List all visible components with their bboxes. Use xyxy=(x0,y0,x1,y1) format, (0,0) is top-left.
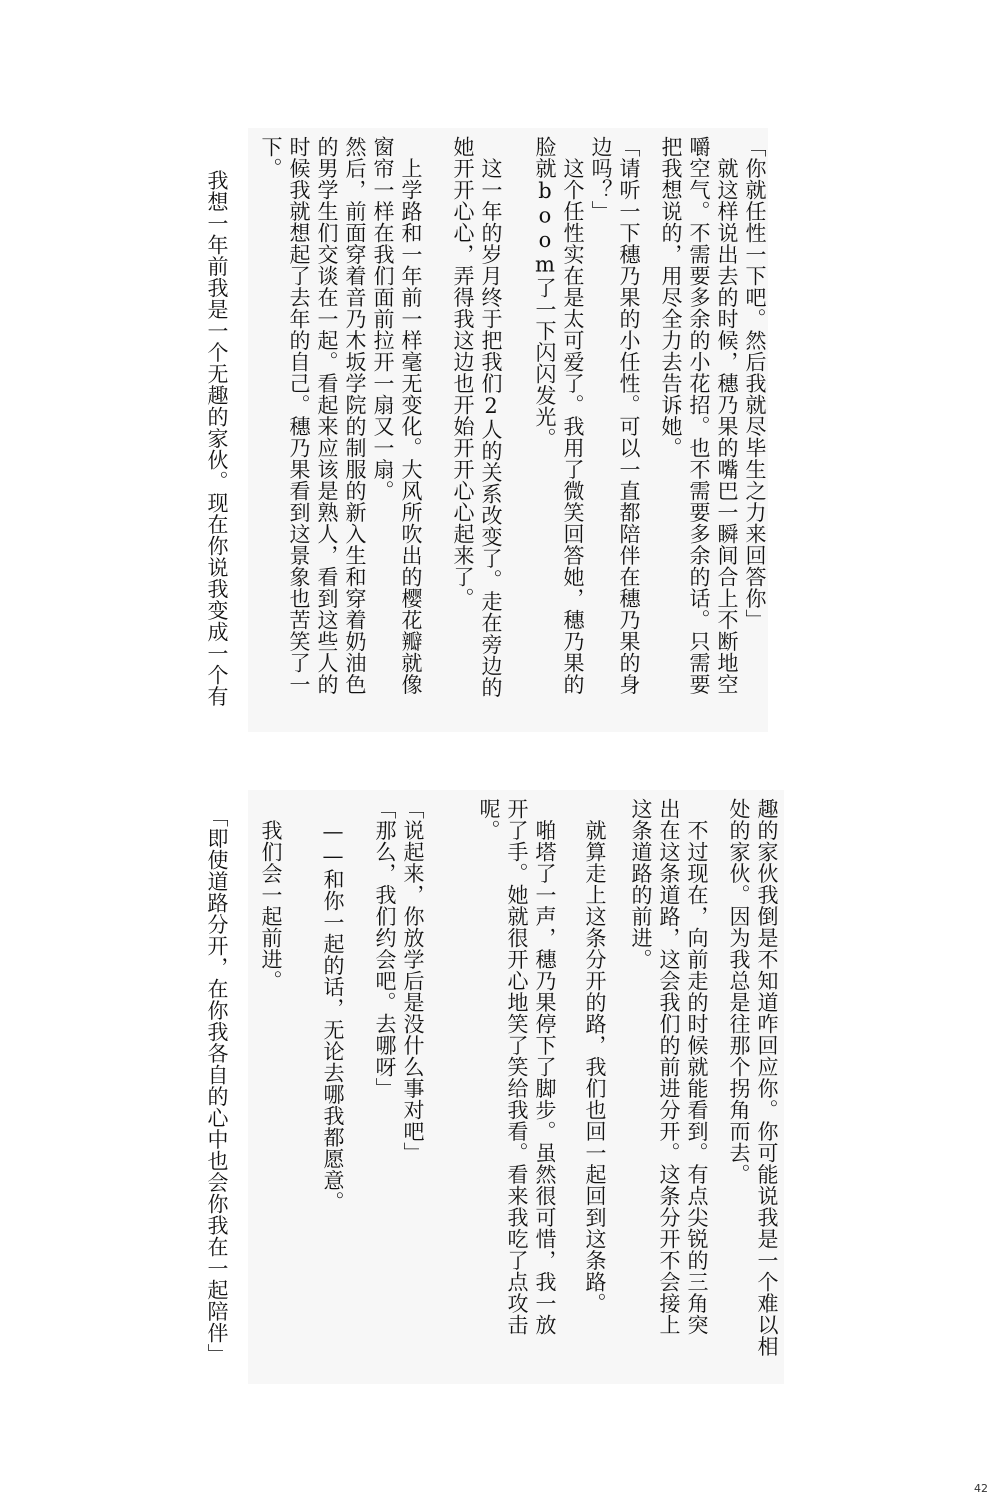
text-column: 「即使道路分开，在你我各自的心中也会你我在一起陪伴」 xyxy=(205,806,229,1365)
text-column: 趣的家伙我倒是不知道咋回应你。你可能说我是一个难以相 xyxy=(755,798,779,1357)
top-text-block xyxy=(248,128,768,732)
text-column: 的男学生们交谈在一起。看起来应该是熟人，看到这些人的 xyxy=(315,136,339,695)
text-column: 边吗？」 xyxy=(589,136,613,222)
page-number: 42 xyxy=(974,1482,988,1495)
text-column: 她开开心心，弄得我这边也开始开开心心起来了。 xyxy=(451,136,475,609)
text-column: 这一年的岁月终于把我们2人的关系改变了。走在旁边的 xyxy=(479,136,503,698)
text-column: 这条道路的前进。 xyxy=(629,798,653,970)
text-column: 嚼空气。不需要多余的小花招。也不需要多余的话。只需要 xyxy=(687,136,711,695)
text-column: 出在这条道路，这会我们的前进分开。这条分开不会接上 xyxy=(657,798,681,1336)
text-column: 时候我就想起了去年的自己。穗乃果看到这景象也苦笑了一 xyxy=(287,136,311,695)
text-column: 「你就任性一下吧。然后我就尽毕生之力来回答你」 xyxy=(743,136,767,631)
text-column: 脸就boom了一下闪闪发光。 xyxy=(533,136,557,449)
text-column: 把我想说的，用尽全力去告诉她。 xyxy=(659,136,683,459)
text-column: 处的家伙。因为我总是往那个拐角而去。 xyxy=(727,798,751,1185)
text-column: 就算走上这条分开的路，我们也回一起回到这条路。 xyxy=(583,798,607,1314)
text-column: 不过现在，向前走的时候就能看到。有点尖锐的三角突 xyxy=(685,798,709,1336)
text-column: 这个任性实在是太可爱了。我用了微笑回答她，穗乃果的 xyxy=(561,136,585,695)
text-column: 我想一年前我是一个无趣的家伙。现在你说我变成一个有 xyxy=(205,148,229,707)
text-column: 「那么，我们约会吧。去哪呀」 xyxy=(373,798,397,1099)
text-column: 上学路和一年前一样毫无变化。大风所吹出的樱花瓣就像 xyxy=(399,136,423,695)
text-column: 「说起来，你放学后是没什么事对吧」 xyxy=(401,798,425,1164)
text-column: 开了手。她就很开心地笑了笑给我看。看来我吃了点攻击 xyxy=(505,798,529,1336)
text-column: 啪塔了一声，穗乃果停下了脚步。虽然很可惜，我一放 xyxy=(533,798,557,1336)
text-column: 下。 xyxy=(259,136,283,179)
text-column: 呢。 xyxy=(477,798,501,841)
text-column: 窗帘一样在我们面前拉开一扇又一扇。 xyxy=(371,136,395,502)
text-column: 「请听一下穗乃果的小任性。可以一直都陪伴在穗乃果的身 xyxy=(617,136,641,695)
text-column: ——和你一起的话，无论去哪我都愿意。 xyxy=(321,798,345,1213)
text-column: 然后，前面穿着音乃木坂学院的制服的新入生和穿着奶油色 xyxy=(343,136,367,695)
text-column: 就这样说出去的时候，穗乃果的嘴巴一瞬间合上不断地空 xyxy=(715,136,739,695)
bottom-text-block xyxy=(248,790,784,1384)
text-column: 我们会一起前进。 xyxy=(259,798,283,992)
